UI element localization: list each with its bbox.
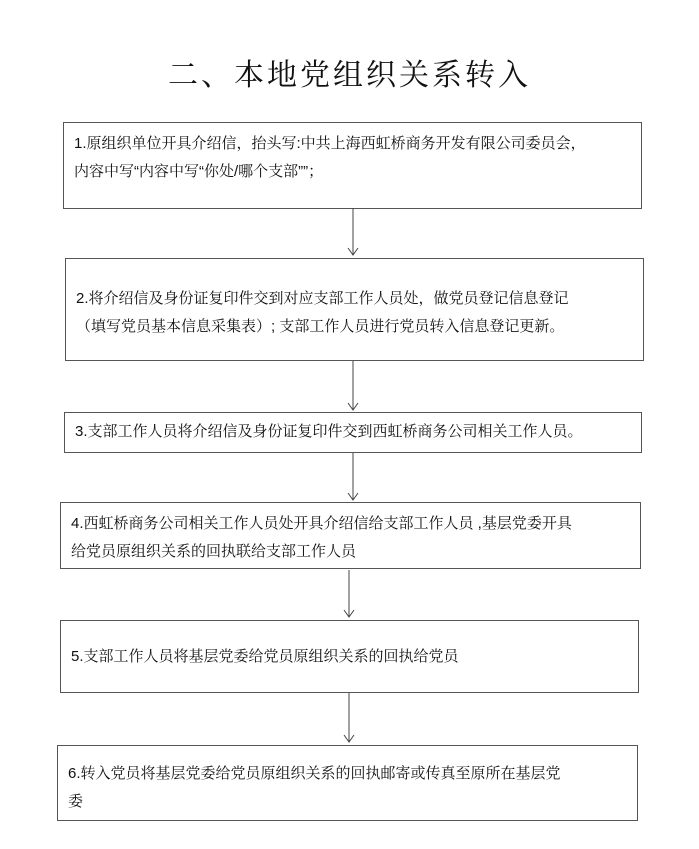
arrow-down-icon	[343, 570, 355, 618]
step-text: 委	[68, 793, 84, 810]
page-title: 二、本地党组织关系转入	[168, 59, 531, 92]
step-text: （填写党员基本信息采集表）; 支部工作人员进行党员转入信息登记更新。	[76, 318, 565, 335]
step-6-box	[57, 745, 638, 821]
step-text: 4.西虹桥商务公司相关工作人员处开具介绍信给支部工作人员 ,基层党委开具	[71, 515, 572, 532]
step-4-box	[60, 502, 641, 569]
arrow-down-icon	[347, 361, 359, 411]
step-5-box	[60, 620, 639, 693]
step-2-box	[65, 258, 644, 361]
arrow-down-icon	[347, 453, 359, 501]
step-text: 1.原组织单位开具介绍信，抬头写:中共上海西虹桥商务开发有限公司委员会，	[74, 135, 586, 152]
step-1-box	[63, 122, 642, 209]
arrow-down-icon	[343, 693, 355, 743]
step-text: 6.转入党员将基层党委给党员原组织关系的回执邮寄或传真至原所在基层党	[68, 765, 561, 782]
step-text: 3.支部工作人员将介绍信及身份证复印件交到西虹桥商务公司相关工作人员。	[75, 423, 583, 440]
arrow-down-icon	[347, 208, 359, 256]
step-text: 2.将介绍信及身份证复印件交到对应支部工作人员处，做党员登记信息登记	[76, 290, 569, 307]
step-text: 给党员原组织关系的回执联给支部工作人员	[71, 543, 357, 560]
step-text: 内容中写“内容中写“你处/哪个支部””；	[74, 163, 324, 180]
step-3-box	[64, 412, 642, 453]
step-text: 5.支部工作人员将基层党委给党员原组织关系的回执给党员	[71, 648, 459, 665]
